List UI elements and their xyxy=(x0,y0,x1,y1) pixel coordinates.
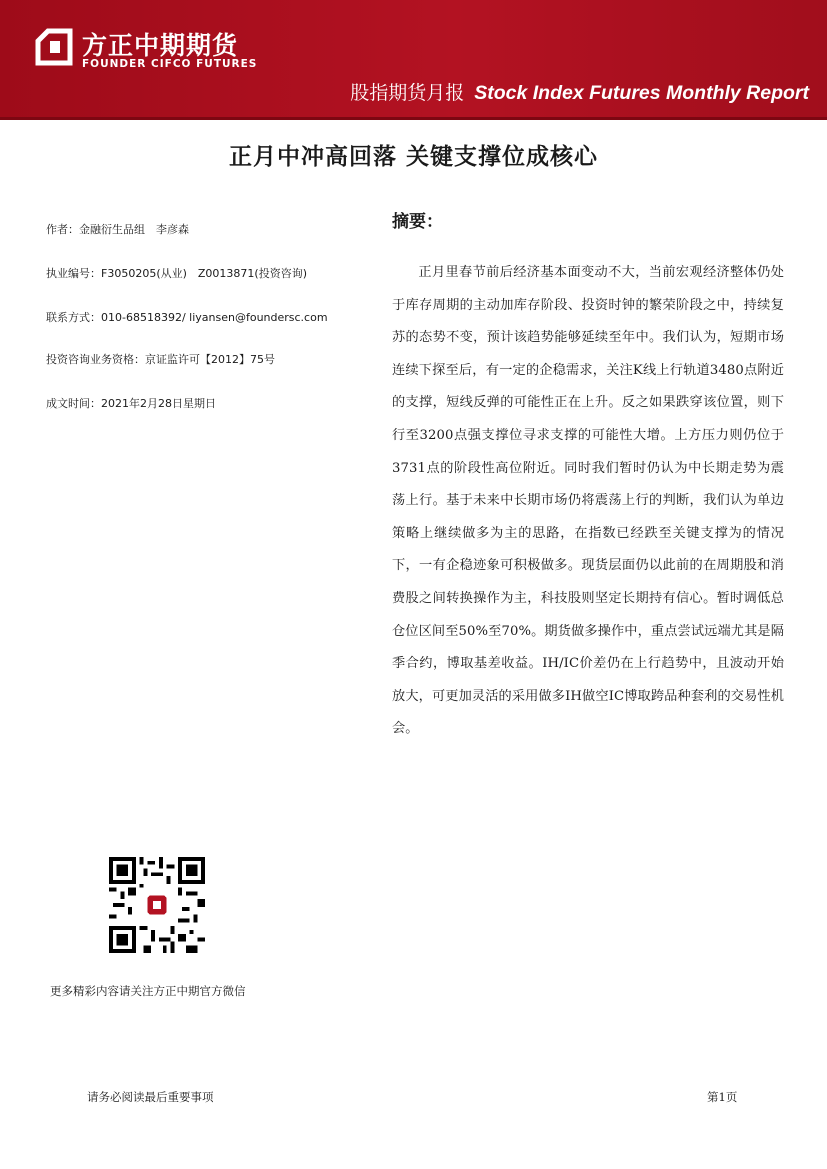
report-type xyxy=(350,78,809,105)
brand-name-cn: 方正中期期货 xyxy=(82,31,239,60)
date-line: 成文时间：2021年2月28日星期日 xyxy=(46,397,216,410)
footer-notice: 请务必阅读最后重要事项 xyxy=(87,1090,214,1104)
author-line: 作者：金融衍生品组 李彦森 xyxy=(46,223,189,236)
page-title: 正月中冲高回落 关键支撑位成核心 xyxy=(228,143,598,170)
report-header xyxy=(0,0,827,117)
founder-logo-icon xyxy=(34,27,74,67)
page-number: 第1页 xyxy=(707,1090,738,1104)
qualification-line: 投资咨询业务资格：京证监许可【2012】75号 xyxy=(46,353,275,366)
report-type-en: Stock Index Futures Monthly Report xyxy=(474,82,809,104)
abstract-body: 正月里春节前后经济基本面变动不大，当前宏观经济整体仍处于库存周期的主动加库存阶段、投资时钟的繁荣阶段之中，持续复苏的态势不变，预计该趋势能够延续至年中。我们认为，短期市场连续下探至后，有一定的企稳需求，关注K线上行轨道3480点附近的支撑，短线反弹的可能性正在上升。反之如果跌穿该位置，则下行至3200点强支撑位寻求支撑的可能性大增。上方压力则仍位于3731点的阶段性高位附近。同时我们暂时仍认为中长期走势为震荡上行。基于未来中长期市场仍将震荡上行的判断，我们认为单边策略上继续做多为主的思路，在指数已经跌至关键支撑为的情况下，一有企稳迹象可积极做多。现货层面仍以此前的在周期股和消费股之间转换操作为主，科技股则坚定长期持有信心。暂时调低总仓位区间至50%至70%。期货做多操作中，重点尝试远端尤其是隔季合约，博取基差收益。IH/IC价差仍在上行趋势中，且波动开始放大，可更加灵活的采用做多IH做空IC博取跨品种套利的交易性机会。 xyxy=(392,265,784,737)
contact-line: 联系方式：010-68518392/ liyansen@foundersc.com xyxy=(46,311,328,324)
wechat-qr-code xyxy=(109,857,205,953)
report-type-cn: 股指期货月报 xyxy=(350,82,465,104)
license-line: 执业编号：F3050205(从业) Z0013871(投资咨询) xyxy=(46,267,308,280)
qr-caption: 更多精彩内容请关注方正中期官方微信 xyxy=(50,984,246,998)
header-divider xyxy=(0,117,827,120)
brand-name-en: FOUNDER CIFCO FUTURES xyxy=(82,58,258,70)
abstract-heading: 摘要： xyxy=(392,212,443,232)
